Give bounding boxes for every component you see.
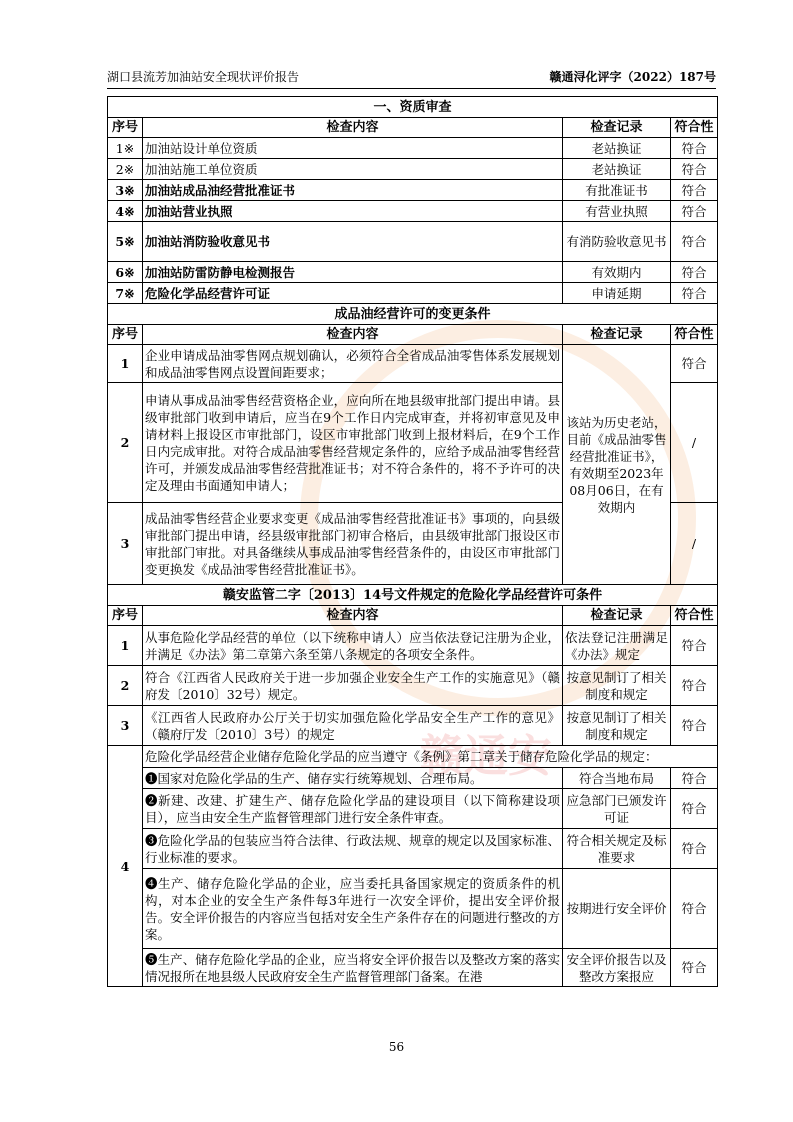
- row-content: 企业申请成品油零售网点规划确认，必须符合全省成品油零售体系发展规划和成品油零售网点设置间距要求；: [143, 345, 563, 383]
- row-intro: 危险化学品经营企业储存危险化学品的应当遵守《条例》第二章关于储存危险化学品的规定：: [143, 746, 718, 768]
- col-header-no: 序号: [108, 325, 143, 345]
- row-content: 加油站防雷防静电检测报告: [143, 262, 563, 283]
- table-row: [108, 869, 718, 949]
- section-title: 一、资质审查: [108, 97, 718, 118]
- section-title-row: [108, 304, 718, 325]
- row-result: 符合: [671, 768, 718, 789]
- row-content: 加油站营业执照: [143, 201, 563, 222]
- row-record: 应急部门已颁发许可证: [563, 789, 671, 829]
- row-result: 符合: [671, 222, 718, 262]
- row-record: 有效期内: [563, 262, 671, 283]
- table-row: [108, 180, 718, 201]
- row-result: 符合: [671, 262, 718, 283]
- header-row: [108, 606, 718, 626]
- row-no: 1※: [108, 138, 143, 159]
- row-result: 符合: [671, 283, 718, 304]
- col-header-content: 检查内容: [143, 606, 563, 626]
- row-result: 符合: [671, 201, 718, 222]
- table-row: [108, 768, 718, 789]
- table-row: [108, 789, 718, 829]
- row-result: 符合: [671, 159, 718, 180]
- col-header-record: 检查记录: [563, 325, 671, 345]
- row-record: 符合当地布局: [563, 768, 671, 789]
- table-row: [108, 949, 718, 987]
- row-content: 符合《江西省人民政府关于进一步加强企业安全生产工作的实施意见》（赣府发〔2010〕32号）规定。: [143, 666, 563, 706]
- col-header-result: 符合性: [671, 325, 718, 345]
- row-record: 按意见制订了相关制度和规定: [563, 706, 671, 746]
- row-content: 从事危险化学品经营的单位（以下统称申请人）应当依法登记注册为企业，并满足《办法》第二章第六条至第八条规定的各项安全条件。: [143, 626, 563, 666]
- row-no: 5※: [108, 222, 143, 262]
- table-row: [108, 829, 718, 869]
- row-no: 3※: [108, 180, 143, 201]
- row-no: 2※: [108, 159, 143, 180]
- row-result: 符合: [671, 666, 718, 706]
- row-content: 《江西省人民政府办公厅关于切实加强危险化学品安全生产工作的意见》（赣府厅发〔2010〕3号）的规定: [143, 706, 563, 746]
- row-result: /: [671, 503, 718, 585]
- watermark-text: 赣通安: [420, 731, 552, 782]
- row-no: 4※: [108, 201, 143, 222]
- inspection-table: [107, 96, 718, 987]
- page-header: [107, 68, 716, 88]
- table-row: [108, 222, 718, 262]
- row-result: 符合: [671, 949, 718, 987]
- row-content: 加油站成品油经营批准证书: [143, 180, 563, 201]
- table-row: [108, 666, 718, 706]
- table-row: [108, 262, 718, 283]
- row-result: 符合: [671, 345, 718, 383]
- section-title: 成品油经营许可的变更条件: [108, 304, 718, 325]
- col-header-no: 序号: [108, 606, 143, 626]
- row-result: 符合: [671, 626, 718, 666]
- col-header-result: 符合性: [671, 606, 718, 626]
- table-row: [108, 283, 718, 304]
- row-content: ❷新建、改建、扩建生产、储存危险化学品的建设项目（以下简称建设项目），应当由安全生产监督管理部门进行安全条件审查。: [143, 789, 563, 829]
- row-no: 2: [108, 383, 143, 503]
- row-result: 符合: [671, 869, 718, 949]
- col-header-content: 检查内容: [143, 118, 563, 138]
- row-no: 1: [108, 345, 143, 383]
- row-no: 3: [108, 503, 143, 585]
- row-result: 符合: [671, 180, 718, 201]
- row-record: 老站换证: [563, 159, 671, 180]
- row-record: 按期进行安全评价: [563, 869, 671, 949]
- row-content: ❶国家对危险化学品的生产、储存实行统筹规划、合理布局。: [143, 768, 563, 789]
- row-record: 该站为历史老站，目前《成品油零售经营批准证书》，有效期至2023年08月06日，在有效期内: [563, 345, 671, 585]
- row-no: 2: [108, 666, 143, 706]
- row-record: 老站换证: [563, 138, 671, 159]
- row-no: 7※: [108, 283, 143, 304]
- section-title-row: [108, 97, 718, 118]
- header-row: [108, 118, 718, 138]
- page-number: 56: [388, 1040, 405, 1054]
- row-content: ❸危险化学品的包装应当符合法律、行政法规、规章的规定以及国家标准、行业标准的要求。: [143, 829, 563, 869]
- report-number: 赣通浔化评字（2022）187号: [549, 70, 716, 84]
- row-content: 申请从事成品油零售经营资格企业，应向所在地县级审批部门提出申请。县级审批部门收到申请后，应当在9个工作日内完成审查，并将初审意见及申请材料上报设区市审批部门，设区市审批部门收到上报材料后，在9个工作日内完成审批。对符合成品油零售经营规定条件的，应给予成品油零售经营许可，并颁发成品油零售经营批准证书；对不符合条件的，将不予许可的决定及理由书面通知申请人；: [143, 383, 563, 503]
- row-no: 6※: [108, 262, 143, 283]
- row-content: 加油站消防验收意见书: [143, 222, 563, 262]
- col-header-record: 检查记录: [563, 606, 671, 626]
- col-header-result: 符合性: [671, 118, 718, 138]
- row-content: ❹生产、储存危险化学品的企业，应当委托具备国家规定的资质条件的机构，对本企业的安全生产条件每3年进行一次安全评价，提出安全评价报告。安全评价报告的内容应当包括对安全生产条件存在的问题进行整改的方案。: [143, 869, 563, 949]
- row-record: 依法登记注册满足《办法》规定: [563, 626, 671, 666]
- row-content: 危险化学品经营许可证: [143, 283, 563, 304]
- row-record: 安全评价报告以及整改方案报应: [563, 949, 671, 987]
- table-row: [108, 138, 718, 159]
- header-divider: [107, 88, 716, 89]
- row-content: ❺生产、储存危险化学品的企业，应当将安全评价报告以及整改方案的落实情况报所在地县级人民政府安全生产监督管理部门备案。在港: [143, 949, 563, 987]
- row-content: 加油站设计单位资质: [143, 138, 563, 159]
- row-no: 3: [108, 706, 143, 746]
- header-row: [108, 325, 718, 345]
- table-row: [108, 746, 718, 768]
- row-result: 符合: [671, 829, 718, 869]
- row-content: 加油站施工单位资质: [143, 159, 563, 180]
- table-row: [108, 706, 718, 746]
- row-result: 符合: [671, 138, 718, 159]
- row-no: 1: [108, 626, 143, 666]
- section-title-row: [108, 585, 718, 606]
- row-record: 按意见制订了相关制度和规定: [563, 666, 671, 706]
- table-row: [108, 201, 718, 222]
- row-result: 符合: [671, 706, 718, 746]
- col-header-no: 序号: [108, 118, 143, 138]
- row-record: 申请延期: [563, 283, 671, 304]
- col-header-record: 检查记录: [563, 118, 671, 138]
- table-row: [108, 159, 718, 180]
- table-row: [108, 626, 718, 666]
- row-record: 有批准证书: [563, 180, 671, 201]
- row-record: 有消防验收意见书: [563, 222, 671, 262]
- section-title: 赣安监管二字〔2013〕14号文件规定的危险化学品经营许可条件: [108, 585, 718, 606]
- table-row: [108, 345, 718, 383]
- row-record: 有营业执照: [563, 201, 671, 222]
- row-no: 4: [108, 746, 143, 987]
- row-content: 成品油零售经营企业要求变更《成品油零售经营批准证书》事项的，向县级审批部门提出申请，经县级审批部门初审合格后，由县级审批部门报设区市审批部门审批。对具备继续从事成品油零售经营条件的，由设区市审批部门变更换发《成品油零售经营批准证书》。: [143, 503, 563, 585]
- report-title: 湖口县流芳加油站安全现状评价报告: [107, 70, 300, 84]
- col-header-content: 检查内容: [143, 325, 563, 345]
- row-result: 符合: [671, 789, 718, 829]
- row-result: /: [671, 383, 718, 503]
- row-record: 符合相关规定及标准要求: [563, 829, 671, 869]
